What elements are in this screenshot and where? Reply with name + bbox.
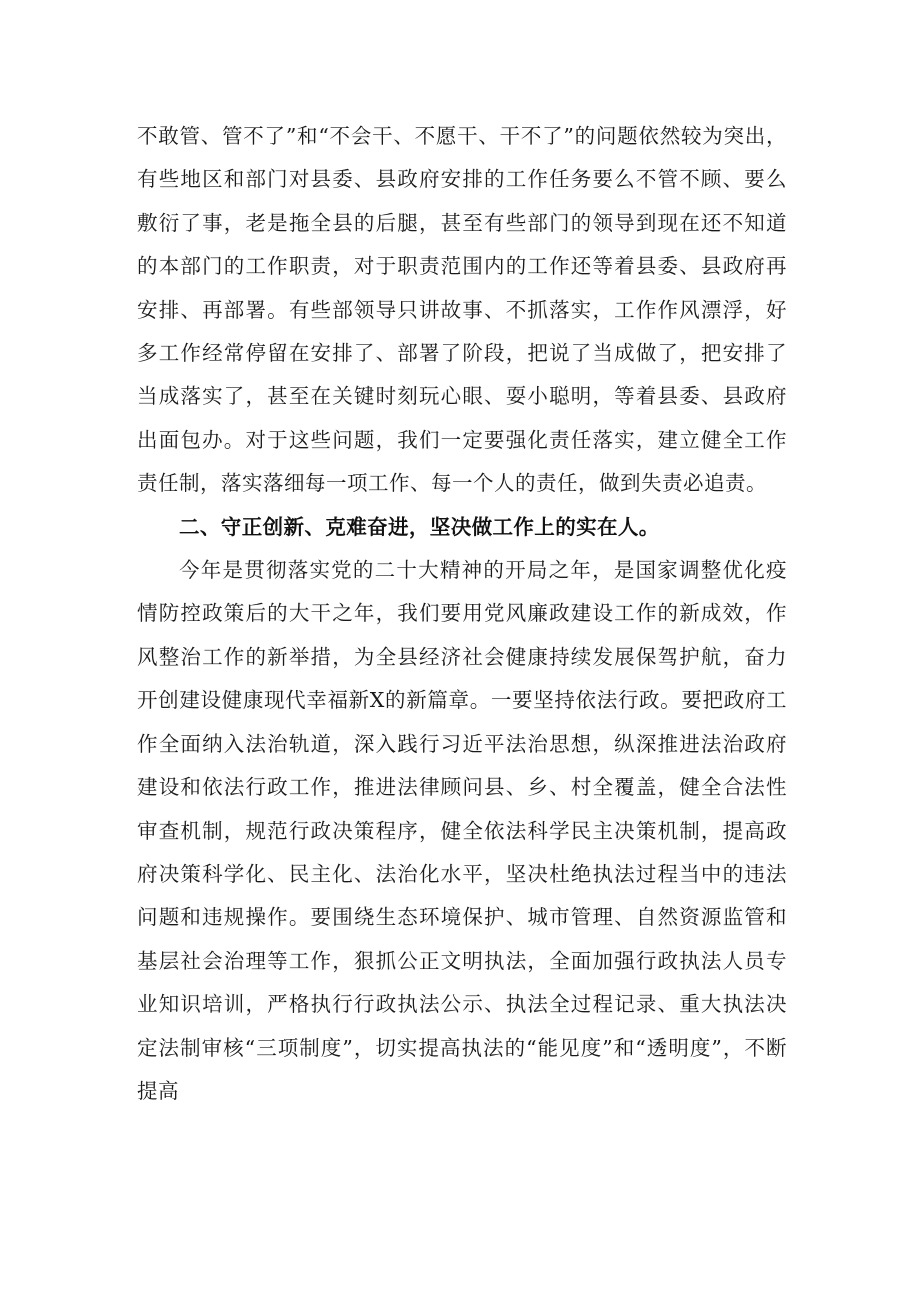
section-heading: 二、守正创新、克难奋进，坚决做工作上的实在人。: [179, 514, 660, 539]
paragraph-section-two: 今年是贯彻落实党的二十大精神的开局之年，是国家调整优化疫情防控政策后的大干之年，我们要用党风廉政建设工作的新成效，作风整治工作的新举措，为全县经济社会健康持续发展保驾护航，奋力开创建设健康现代幸福新X的新篇章。一要坚持依法行政。要把政府工作全面纳入法治轨道，深入践行习近平法治思想，纵深推进法治政府建设和依法行政工作，推进法律顾问县、乡、村全覆盖，健全合法性审查机制，规范行政决策程序，健全依法科学民主决策机制，提高政府决策科学化、民主化、法治化水平，坚决杜绝执法过程当中的违法问题和违规操作。要围绕生态环境保护、城市管理、自然资源监管和基层社会治理等工作，狠抓公正文明执法，全面加强行政执法人员专业知识培训，严格执行行政执法公示、执法全过程记录、重大执法决定法制审核“三项制度”，切实提高执法的“能见度”和“透明度”，不断提高: [137, 558, 787, 1103]
paragraph-continued: 不敢管、管不了”和“不会干、不愿干、干不了”的问题依然较为突出，有些地区和部门对县委、县政府安排的工作任务要么不管不顾、要么敷衍了事，老是拖全县的后腿，甚至有些部门的领导到现在还不知道的本部门的工作职责，对于职责范围内的工作还等着县委、县政府再安排、再部署。有些部领导只讲故事、不抓落实，工作作风漂浮，好多工作经常停留在安排了、部署了阶段，把说了当成做了，把安排了当成落实了，甚至在关键时刻玩心眼、耍小聪明，等着县委、县政府出面包办。对于这些问题，我们一定要强化责任落实，建立健全工作责任制，落实落细每一项工作、每一个人的责任，做到失责必追责。: [137, 124, 787, 496]
document-body: [137, 115, 787, 1113]
